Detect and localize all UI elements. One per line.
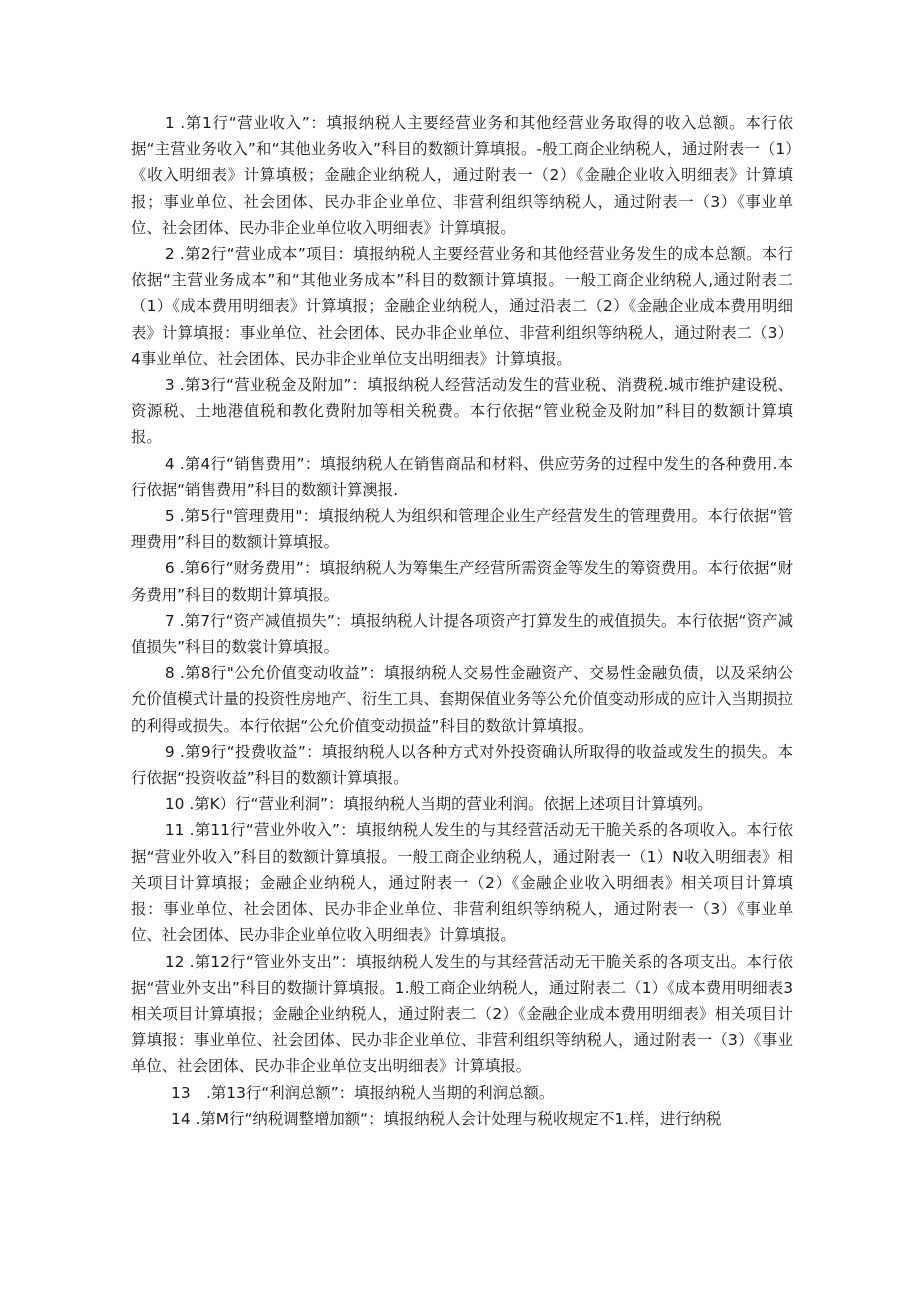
paragraph-line-1-operating-revenue: 1 .第1行“营业收入”：填报纳税人主要经营业务和其他经营业务取得的收入总额。本行依据“主营业务收入”和“其他业务收入”科目的数额计算填报。-般工商企业纳税人，通过附表一（1）《收入明细表》计算填极；金融企业纳税人，通过附表一（2）《金融企业收入明细表》计算填报；事业单位、社会团体、民办非企业单位、非营利组织等纳税人，通过附表一（3）《事业单位、社会团体、民办非企业单位收入明细表》计算填报。 xyxy=(131,114,793,237)
paragraph-line-12-non-operating-expense: 12 .第12行“管业外支出”：填报纳税人发生的与其经营活动无干脆关系的各项支出。本行依据“营业外支出”科目的数撷计算填报。1.般工商企业纳税人，通过附表二（1）《成本费用明细表3相关项目计算填报；金融企业纳税人，通过附表二（2）《金融企业成本费用明细表》相关项目计算填报：事业单位、社会团体、民办非企业单位、非营利组织等纳税人，通过附表一（3）《事业单位、社会团体、民办非企业单位支出明细表》计算填报。 xyxy=(131,952,793,1076)
paragraph-line-6-financial-expenses: 6 .第6行“财务费用”：填报纳税人为筹集生产经营所需资金等发生的筹资费用。本行依据“财务费用”科目的数期计算填报。 xyxy=(131,559,793,604)
paragraph-line-3-taxes-and-surcharges: 3 .第3行“营业税金及附加”：填报纳税人经营活动发生的营业税、消费税.城市维护建设税、资源税、土地港值税和教化费附加等相关税费。本行依据“管业税金及附加”科目的数额计算填报。 xyxy=(131,376,793,447)
document-page xyxy=(131,110,793,1132)
paragraph-line-13-total-profit: 13 .第13行“利润总额”：填报纳税人当期的利润总额。 xyxy=(171,1083,555,1102)
paragraph-line-10-operating-profit: 10 .第K）行“营业利洞”：填报纳税人当期的营业利润。依据上述项目计算填列。 xyxy=(164,795,713,814)
paragraph-line-8-fair-value-gain: 8 .第8行"公允价值变动收益”：填报纳税人交易性金融资产、交易性金融负债，以及采纳公允价值模式计量的投资性房地产、衍生工具、套期保值业务等公允价值变动形成的应计入当期损拉的利得或损失。本行依据“公允价值变动损益”科目的数欲计算填报。 xyxy=(131,664,793,735)
paragraph-line-5-administrative-expenses: 5 .第5行"管理费用"：填报纳税人为组织和管理企业生产经营发生的管理费用。本行依据“管理费用”科目的数额计算填报。 xyxy=(131,507,793,552)
paragraph-line-14-tax-adjustment-increase: 14 .第M行“纳税调整增加额“：填报纳税人会计处理与税收规定不1.样，进行纳税 xyxy=(171,1109,722,1128)
paragraph-line-9-investment-income: 9 .第9行“投费收益”：填报纳税人以各种方式对外投资确认所取得的收益或发生的损失。本行依据“投资收益”科目的数额计算填报。 xyxy=(131,742,793,788)
paragraph-line-2-operating-cost: 2 .第2行“营业成本”项目：填报纳税人主要经营业务和其他经营业务发生的成本总额。本行依据“主营业务成本”和“其他业务成本”科目的数额计算填报。一般工商企业纳税人,通过附表二（1）《成本费用明细表》计算填报；金融企业纳税人，通过沿表二（2）《金融企业成本费用明细表》计算填报：事业单位、社会团体、民办非企业单位、非营利组织等纳税人，通过附表二（3）4事业单位、社会团体、民办非企业单位支出明细表》计算填报。 xyxy=(131,245,793,368)
paragraph-line-7-impairment-loss: 7 .第7行“资产减值损失”：填报纳税人计提各项资产打算发生的戒值损失。本行依据“资产减值损失”科目的数裳计算填报。 xyxy=(131,611,793,657)
paragraph-line-4-selling-expenses: 4 .第4行“销售费用”：填报纳税人在销售商品和材料、供应劳务的过程中发生的各种费用.本行依据“销售费用”科目的数额计算澳报. xyxy=(131,454,793,499)
paragraph-line-11-non-operating-income: 11 .第11行“营业外收入”：填报纳税人发生的与其经营活动无干脆关系的各项收入。本行依据“营业外收入”科目的数额计算填报。一般工商企业纳税人，通过附表一（1）N收入明细表》相关项目计算填报；金融企业纳税人，通过附表一（2）《金融企业收入明细表》相关项目计算填报：事业单位、社会团体、民办非企业单位、非营利组织等纳税人，通过附表一（3）《事业单位、社会团体、民办非企业单位收入明细表》计算填报。 xyxy=(131,821,793,945)
